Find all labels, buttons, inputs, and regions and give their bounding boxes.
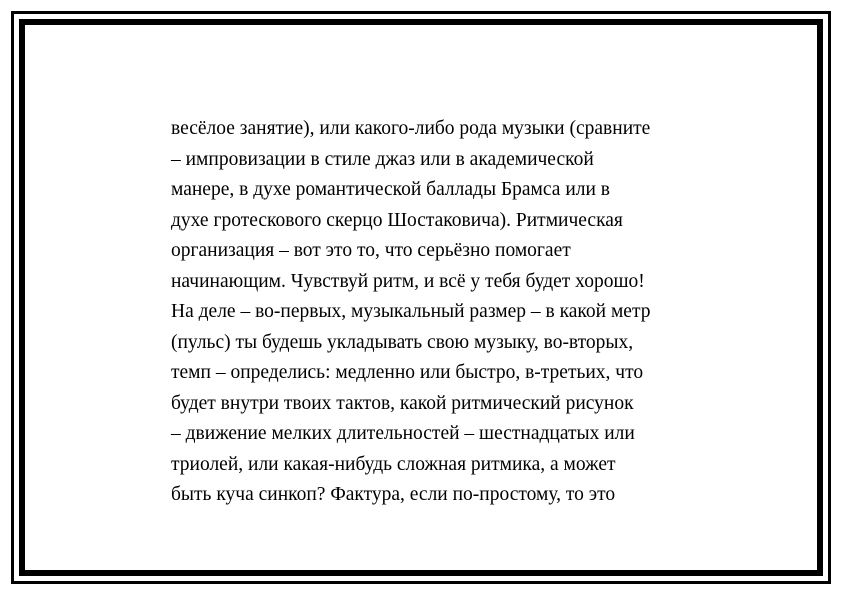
text-line: – движение мелких длительностей – шестнадцатых или bbox=[171, 423, 635, 444]
text-line: начинающим. Чувствуй ритм, и всё у тебя будет хорошо! bbox=[171, 270, 645, 292]
text-line: манере, в духе романтической баллады Брамса или в bbox=[171, 179, 610, 200]
text-line: темп – определись: медленно или быстро, в-третьих, что bbox=[171, 362, 644, 383]
text-line: будет внутри твоих тактов, какой ритмический рисунок bbox=[171, 392, 634, 414]
text-line: – импровизации в стиле джаз или в академической bbox=[171, 148, 594, 170]
text-line: быть куча синкоп? Фактура, если по-простому, то это bbox=[171, 484, 616, 505]
text-line: триолей, или какая-нибудь сложная ритмика, а может bbox=[171, 453, 616, 475]
text-line: На деле – во-первых, музыкальный размер – в какой метр bbox=[171, 301, 651, 322]
text-line: весёлое занятие), или какого-либо рода музыки (сравните bbox=[171, 118, 651, 139]
text-line: духе гротескового скерцо Шостаковича). Ритмическая bbox=[171, 209, 623, 231]
text-line: организация – вот это то, что серьёзно помогает bbox=[171, 240, 571, 261]
text-line: (пульс) ты будешь укладывать свою музыку, во-вторых, bbox=[171, 331, 634, 353]
body-text bbox=[171, 114, 731, 511]
